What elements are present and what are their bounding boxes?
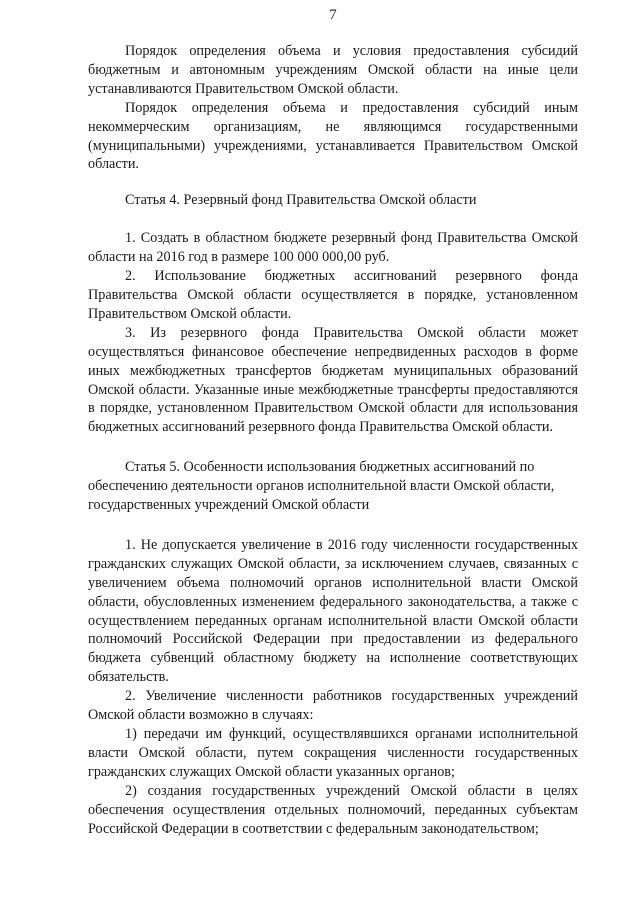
article-5-item-1: 1. Не допускается увеличение в 2016 году численности государственных гражданских служащих Омской области, за исключением случаев, связанных с увеличением объема полномочий органов исполнительной власти Омской области, обусловленных изменением федерального законодательства, а также с осуществлением переданных органам исполнительной власти Омской области полномочий Российской Федерации при предоставлении из федерального бюджета субвенций областному бюджету на исполнение соответствующих обязательств. bbox=[88, 536, 578, 686]
article-4-item-3: 3. Из резервного фонда Правительства Омской области может осуществляться финансовое обеспечение непредвиденных расходов в форме иных межбюджетных трансфертов бюджетам муниципальных образований Омской области. Указанные иные межбюджетные трансферты предоставляются в порядке, установленном Правительством Омской области для использования бюджетных ассигнований резервного фонда Правительства Омской области. bbox=[88, 324, 578, 436]
article-5-subitem-1: 1) передачи им функций, осуществлявшихся органами исполнительной власти Омской области, путем сокращения численности государственных гражданских служащих Омской области указанных органов; bbox=[88, 726, 578, 780]
paragraph-subsidies-nonprofit: Порядок определения объема и предоставления субсидий иным некоммерческим организациям, не являющимся государственными (муниципальными) учреждениями, устанавливается Правительством Омской области. bbox=[88, 99, 578, 173]
article-4-item-1: 1. Создать в областном бюджете резервный фонд Правительства Омской области на 2016 год в размере 100 000 000,00 руб. bbox=[88, 230, 578, 266]
article-5-subitem-2: 2) создания государственных учреждений Омской области в целях обеспечения осуществления отдельных полномочий, переданных субъектам Российской Федерации в соответствии с федеральным законодательством; bbox=[88, 782, 578, 837]
page-number: 7 bbox=[329, 7, 337, 23]
article-5-item-2: 2. Увеличение численности работников государственных учреждений Омской области возможно в случаях: bbox=[88, 688, 578, 724]
paragraph-subsidies-budget-institutions: Порядок определения объема и условия предоставления субсидий бюджетным и автономным учреждениям Омской области на иные цели устанавливаются Правительством Омской области. bbox=[88, 43, 578, 97]
article-5-heading: Статья 5. Особенности использования бюджетных ассигнований по обеспечению деятельности органов исполнительной власти Омской области, государственных учреждений Омской области bbox=[88, 459, 555, 514]
article-4-heading: Статья 4. Резервный фонд Правительства Омской области bbox=[125, 192, 477, 209]
document-body bbox=[88, 42, 578, 838]
article-4-item-2: 2. Использование бюджетных ассигнований резервного фонда Правительства Омской области осуществляется в порядке, установленном Правительством Омской области. bbox=[88, 268, 578, 322]
